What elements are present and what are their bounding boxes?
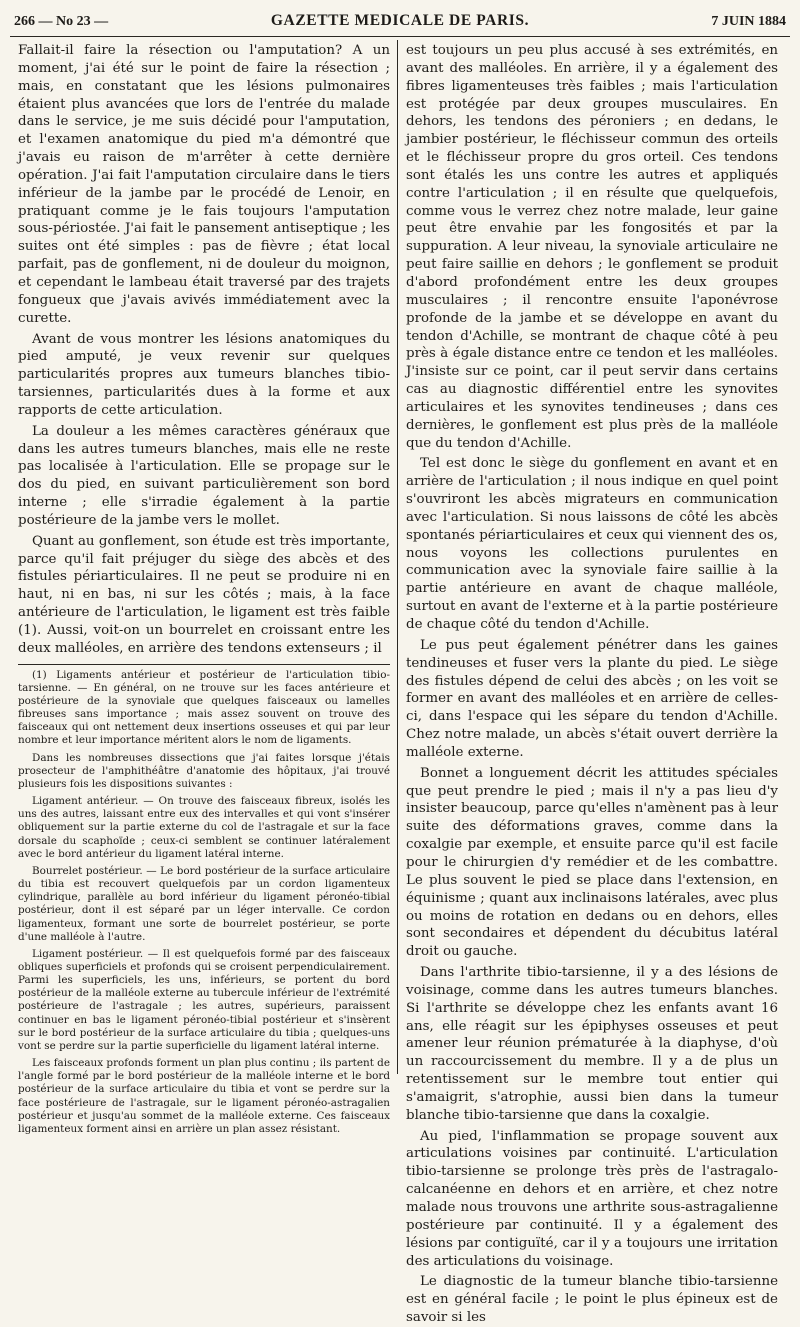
column-divider: [397, 40, 398, 1074]
paragraph: est toujours un peu plus accusé à ses extrémités, en avant des malléoles. En arrière, il y a également des fibres ligamenteuses très faibles ; mais l'articulation est protégée par deux groupes musculaires. En dehors, les tendons des péroniers ; en dedans, le jambier postérieur, le fléchisseur commun des orteils et le fléchisseur propre du gros orteil. Ces tendons sont étalés les uns contre les autres et appliqués contre l'articulation ; il en résulte que quelquefois, comme vous le verrez chez notre malade, leur gaine peut être envahie par les fongosités et par la suppuration. A leur niveau, la synoviale articulaire ne peut faire saillie en dehors ; le gonflement se produit d'abord profondément entre les deux groupes musculaires ; il rencontre ensuite l'aponévrose profonde de la jambe et se développe en avant du tendon d'Achille, se montrant de chaque côté à peu près à égale distance entre ce tendon et les malléoles. J'insiste sur ce point, car il peut servir dans certains cas au diagnostic différentiel entre les synovites articulaires et les synovites tendineuses ; dans ces dernières, le gonflement est plus près de la malléole que du tendon d'Achille.: [406, 43, 778, 451]
paragraph: Tel est donc le siège du gonflement en avant et en arrière de l'articulation ; il nous indique en quel point s'ouvriront les abcès migrateurs en communication avec l'articulation. Si nous laissons de côté les abcès spontanés périarticulaires et ceux qui viennent des os, nous voyons les collections purulentes en communication avec la synoviale faire saillie à la partie antérieure en avant de chaque malléole, surtout en avant de l'externe et à la partie postérieure de chaque côté du tendon d'Achille.: [406, 456, 778, 632]
footnote-paragraph: Bourrelet postérieur. — Le bord postérieur de la surface articulaire du tibia est recouvert quelquefois par un cordon ligamenteux cylindrique, parallèle au bord inférieur du ligament péronéo-tibial postérieur, dont il est séparé par un léger intervalle. Ce cordon ligamenteux, formant une sorte de bourrelet postérieur, se porte d'une malléole à l'autre.: [18, 864, 390, 943]
paragraph: Dans l'arthrite tibio-tarsienne, il y a des lésions de voisinage, comme dans les autres tumeurs blanches. Si l'arthrite se développe chez les enfants avant 16 ans, elle réagit sur les épiphyses osseuses et peut amener leur réunion prématurée à la diaphyse, d'où un raccourcissement du membre. Il y a de plus un retentissement sur le membre tout entier qui s'amaigrit, s'atrophie, aussi bien dans la tumeur blanche tibio-tarsienne que dans la coxalgie.: [406, 965, 778, 1123]
paragraph: Fallait-il faire la résection ou l'amputation? A un moment, j'ai été sur le point de faire la résection ; mais, en constatant que les lésions pulmonaires étaient plus avancées que lors de l'entrée du malade dans le service, je me suis décidé pour l'amputation, et l'examen anatomique du pied m'a démontré que j'avais eu raison de m'arrêter à cette dernière opération. J'ai fait l'amputation circulaire dans le tiers inférieur de la jambe par le procédé de Lenoir, en pratiquant comme je le fais toujours l'amputation sous-périostée. J'ai fait le pansement antiseptique ; les suites ont été simples : pas de fièvre ; état local parfait, pas de gonflement, ni de douleur du moignon, et cependant le lambeau était traversé par des trajets fongueux que j'avais avivés immédiatement avec la curette.: [18, 43, 390, 326]
page-header: [0, 0, 800, 34]
footnote-separator: [18, 664, 390, 665]
paragraph: Le diagnostic de la tumeur blanche tibio-tarsienne est en général facile ; le point le plus épineux est de savoir si les: [406, 1274, 778, 1326]
paragraph: Quant au gonflement, son étude est très importante, parce qu'il fait préjuger du siège des abcès et des fistules périarticulaires. Il ne peut se produire ni en haut, ni en bas, ni sur les côtés ; mais, à la face antérieure de l'articulation, le ligament est très faible (1). Aussi, voit-on un bourrelet en croissant entre les deux malléoles, en arrière des tendons extenseurs ; il: [18, 533, 390, 656]
footnote-paragraph: (1) Ligaments antérieur et postérieur de l'articulation tibio-tarsienne. — En général, on ne trouve sur les faces antérieure et postérieure de la synoviale que quelques faisceaux ou lamelles fibreuses sans importance ; mais assez souvent on trouve des faisceaux qui ont nettement deux insertions osseuses et qui par leur nombre et leur importance méritent alors le nom de ligaments.: [18, 668, 390, 747]
footnote-paragraph: Ligament postérieur. — Il est quelquefois formé par des faisceaux obliques superficiels et profonds qui se croisent perpendiculairement. Parmi les superficiels, les uns, inférieurs, se portent du bord postérieur de la malléole externe au tubercule inférieur de l'extrémité postérieure de l'astragale ; les autres, supérieurs, paraissent continuer en bas le ligament péronéo-tibial postérieur et s'insèrent sur le bord postérieur de la surface articulaire du tibia ; quelques-uns vont se perdre sur la partie superficielle du ligament latéral interne.: [18, 947, 390, 1052]
paragraph: La douleur a les mêmes caractères généraux que dans les autres tumeurs blanches, mais elle ne reste pas localisée à l'articulation. Elle se propage sur le dos du pied, en suivant particulièrement son bord interne ; elle s'irradie également à la partie postérieure de la jambe vers le mollet.: [18, 423, 390, 528]
paragraph: Le pus peut également pénétrer dans les gaines tendineuses et fuser vers la plante du pied. Le siège des fistules dépend de celui des abcès ; on les voit se former en avant des malléoles et en arrière de celles-ci, dans l'espace qui les sépare du tendon d'Achille. Chez notre malade, un abcès s'était ouvert derrière la malléole externe.: [406, 637, 778, 760]
right-column: [406, 42, 778, 1326]
page-number: 266 — No 23 —: [14, 14, 109, 29]
issue-date: 7 JUIN 1884: [711, 14, 786, 29]
footnote-paragraph: Les faisceaux profonds forment un plan plus continu ; ils partent de l'angle formé par le bord postérieur de la malléole interne et le bord postérieur de la surface articulaire du tibia et vont se perdre sur la face postérieure de l'astragale, sur le ligament péronéo-astragalien postérieur et jusqu'au sommet de la malléole externe. Ces faisceaux ligamenteux forment ainsi en arrière un plan assez résistant.: [18, 1057, 390, 1135]
paragraph: Avant de vous montrer les lésions anatomiques du pied amputé, je veux revenir sur quelques particularités propres aux tumeurs blanches tibio-tarsiennes, particularités dues à la forme et aux rapports de cette articulation.: [18, 331, 390, 418]
header-rule: [10, 36, 790, 37]
left-column: [18, 42, 390, 1135]
footnote-paragraph: Dans les nombreuses dissections que j'ai faites lorsque j'étais prosecteur de l'amphithéâtre d'anatomie des hôpitaux, j'ai trouvé plusieurs fois les dispositions suivantes :: [18, 751, 390, 790]
paragraph: Au pied, l'inflammation se propage souvent aux articulations voisines par continuité. L'articulation tibio-tarsienne se prolonge très près de l'astragalo-calcanéenne en dehors et en arrière, et chez notre malade nous trouvons une arthrite sous-astragalienne postérieure par continuité. Il y a également des lésions par contiguïté, car il y a toujours une irritation des articulations du voisinage.: [406, 1128, 778, 1269]
footnote-paragraph: Ligament antérieur. — On trouve des faisceaux fibreux, isolés les uns des autres, laissant entre eux des intervalles et qui vont s'insérer obliquement sur la partie externe du col de l'astragale et sur la face dorsale du scaphoïde ; ceux-ci semblent se continuer latéralement avec le bord antérieur du ligament latéral interne.: [18, 795, 390, 860]
journal-title: GAZETTE MEDICALE DE PARIS.: [270, 12, 530, 29]
paragraph: Bonnet a longuement décrit les attitudes spéciales que peut prendre le pied ; mais il n'y a pas lieu d'y insister beaucoup, parce qu'elles n'amènent pas à leur suite des déformations graves, comme dans la coxalgie par exemple, et ensuite parce qu'il est facile pour le chirurgien d'y remédier et de les combattre. Le plus souvent le pied se place dans l'extension, en équinisme ; quant aux inclinaisons latérales, avec plus ou moins de rotation en dedans ou en dehors, elles sont secondaires et dépendent du décubitus latéral droit ou gauche.: [406, 765, 778, 960]
